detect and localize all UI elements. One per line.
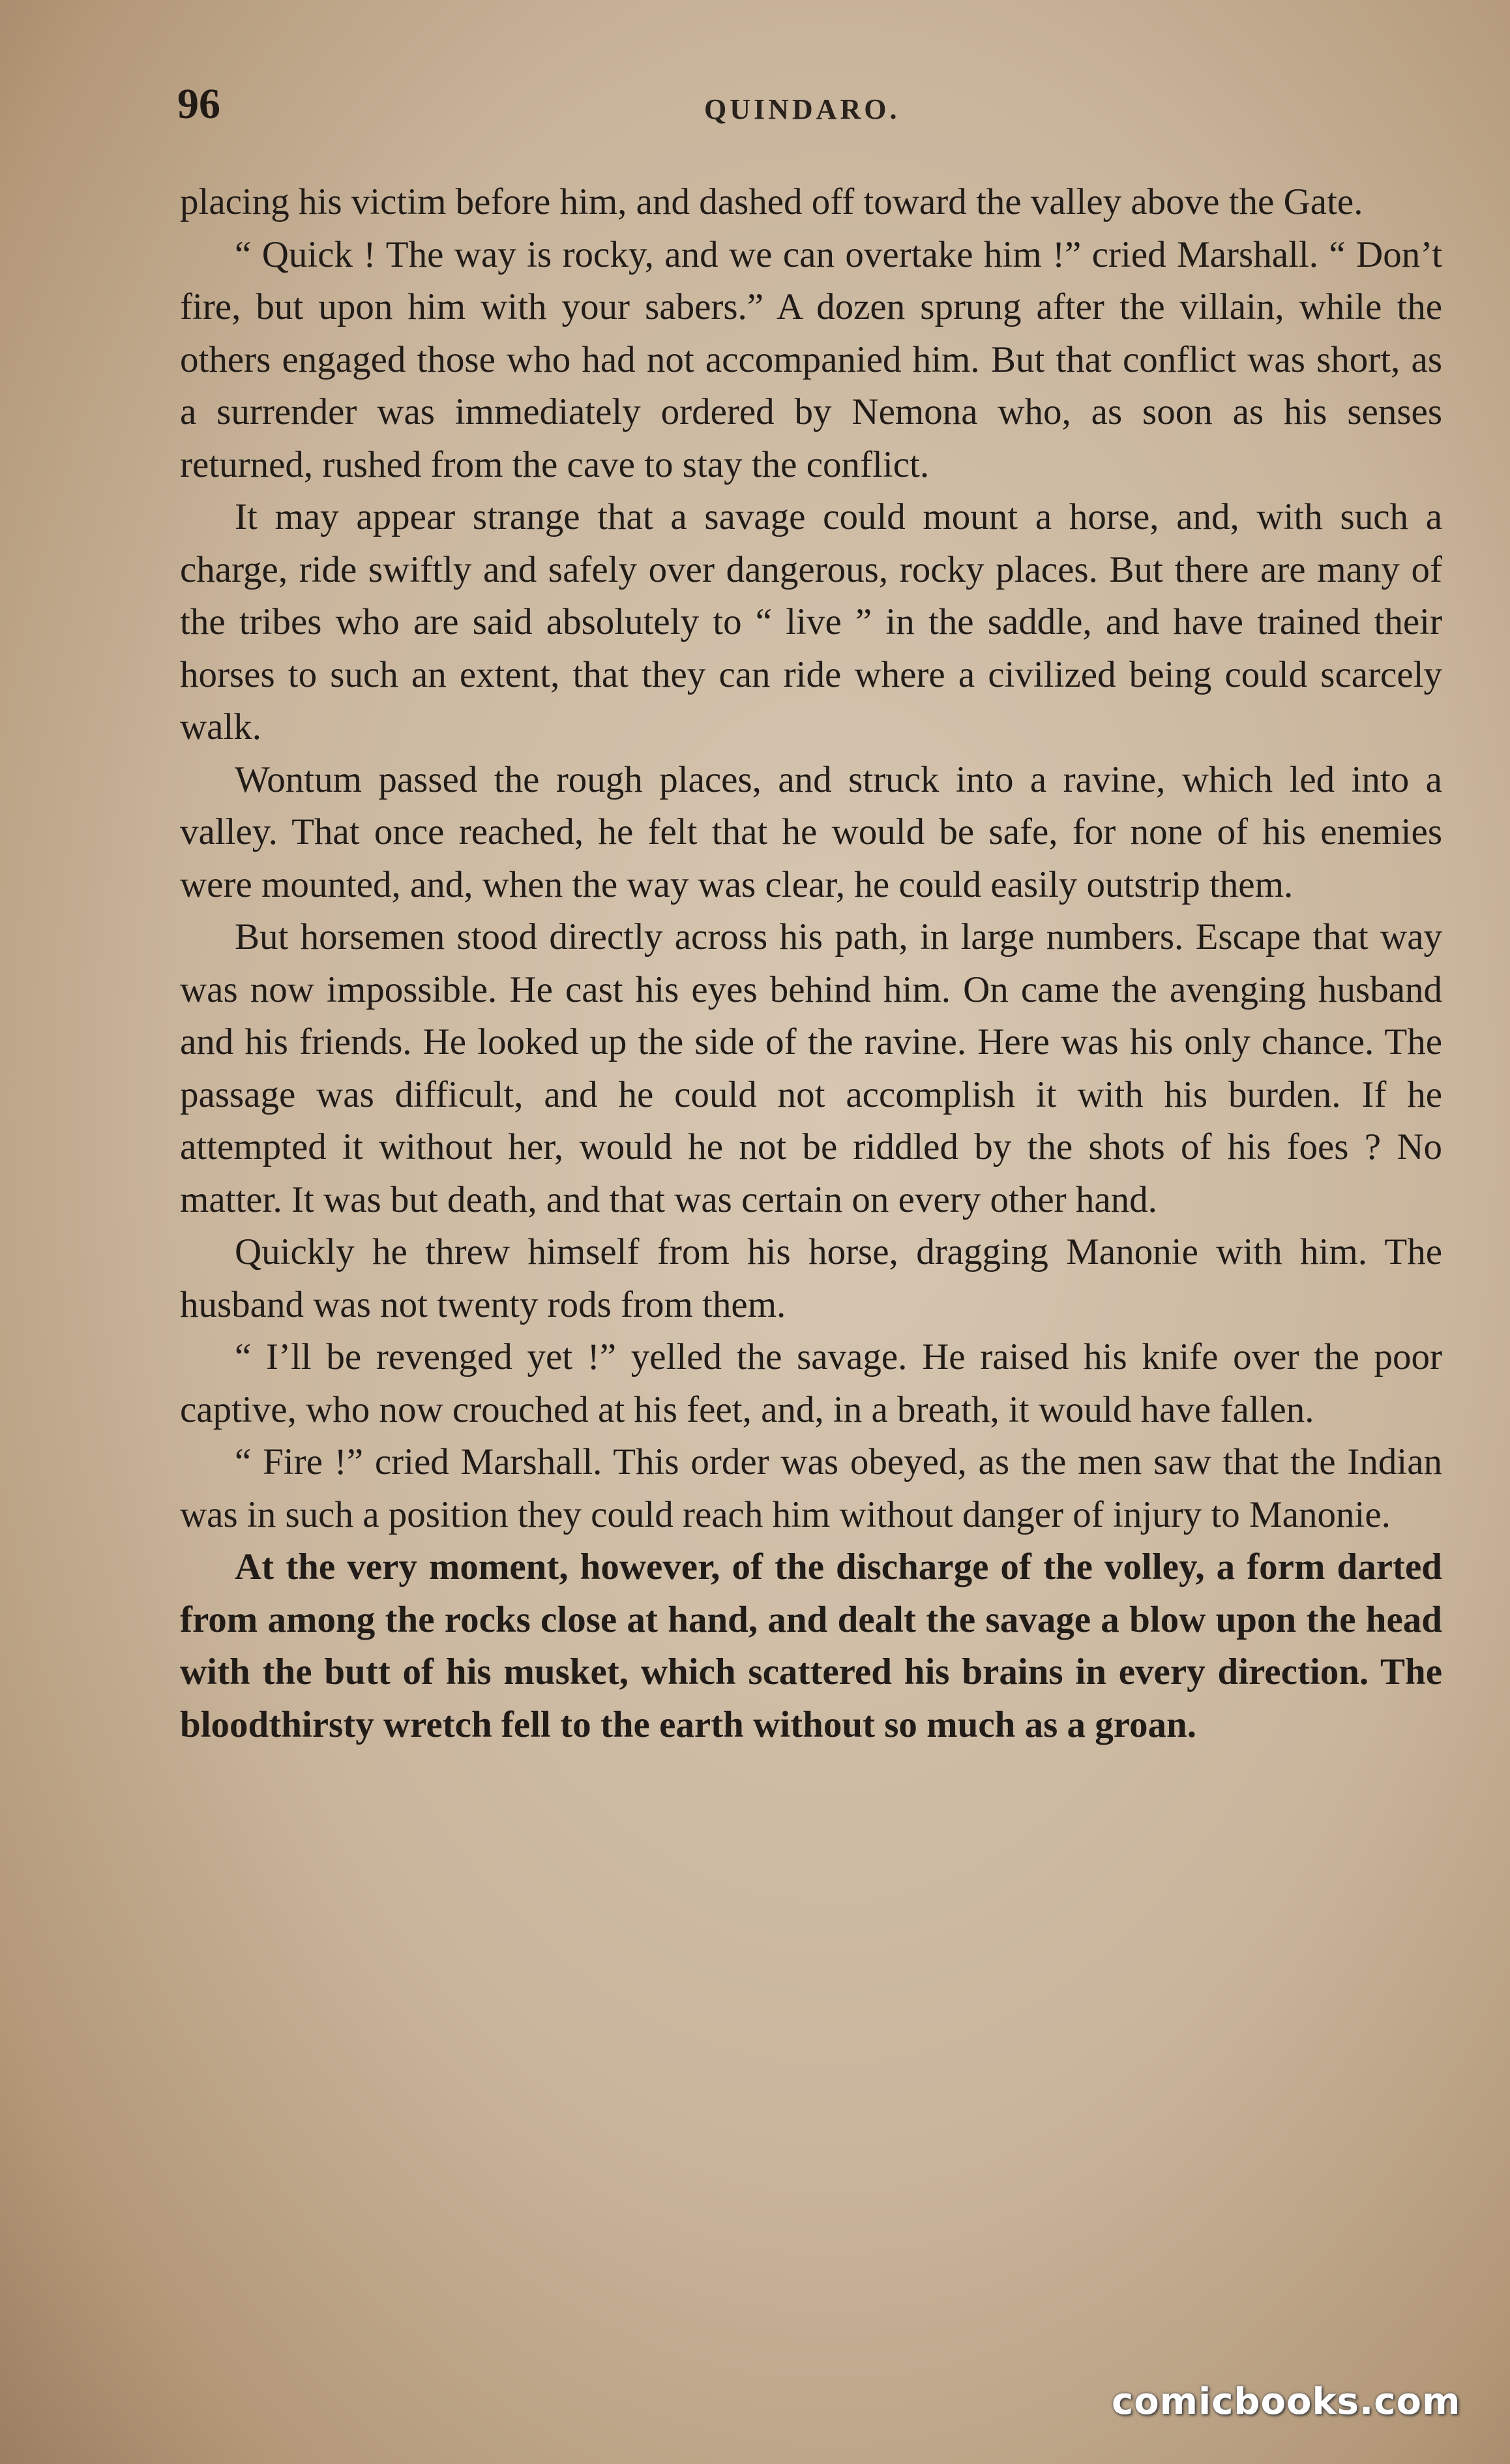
body-text (180, 176, 1442, 1751)
paragraph-3: It may appear strange that a savage could mount a horse, and, with such a charge, ride swiftly and safely over dangerous, rocky places. But there are many of the tribes who are said absolutely to “ live ” in the saddle, and have trained their horses to such an extent, that they can ride where a civilized being could scarcely walk. (180, 496, 1442, 747)
paragraph-1: placing his victim before him, and dashed off toward the valley above the Gate. (180, 181, 1363, 222)
paragraph-5: But horsemen stood directly across his path, in large numbers. Escape that way was now impossible. He cast his eyes behind him. On came the avenging husband and his friends. He looked up the side of the ravine. Here was his only chance. The passage was difficult, and he could not accomplish it with his burden. If he attempted it without her, would he not be riddled by the shots of his foes ? No matter. It was but death, and that was certain on every other hand. (180, 916, 1442, 1220)
paragraph-2: “ Quick ! The way is rocky, and we can overtake him !” cried Marshall. “ Don’t fire, but upon him with your sabers.” A dozen sprung after the villain, while the others engaged those who had not accompanied him. But that conflict was short, as a surrender was immediately ordered by Nemona who, as soon as his senses returned, rushed from the cave to stay the conflict. (180, 233, 1442, 485)
page-number: 96 (177, 80, 220, 128)
paragraph-8: “ Fire !” cried Marshall. This order was obeyed, as the men saw that the Indian was in such a position they could reach him without danger of injury to Manonie. (180, 1441, 1442, 1535)
paragraph-9: At the very moment, however, of the discharge of the volley, a form darted from among the rocks close at hand, and dealt the savage a blow upon the head with the butt of his musket, which scattered his brains in every direction. The bloodthirsty wretch fell to the earth without so much as a groan. (180, 1546, 1442, 1745)
watermark: comicbooks.com (1112, 2381, 1461, 2423)
paragraph-7: “ I’ll be revenged yet !” yelled the savage. He raised his knife over the poor captive, who now crouched at his feet, and, in a breath, it would have fallen. (180, 1336, 1442, 1430)
page-header (0, 75, 1510, 134)
running-head: QUINDARO. (704, 93, 900, 125)
paragraph-6: Quickly he threw himself from his horse, dragging Manonie with him. The husband was not twenty rods from them. (180, 1231, 1442, 1325)
paragraph-4: Wontum passed the rough places, and struck into a ravine, which led into a valley. That once reached, he felt that he would be safe, for none of his enemies were mounted, and, when the way was clear, he could easily outstrip them. (180, 759, 1442, 905)
